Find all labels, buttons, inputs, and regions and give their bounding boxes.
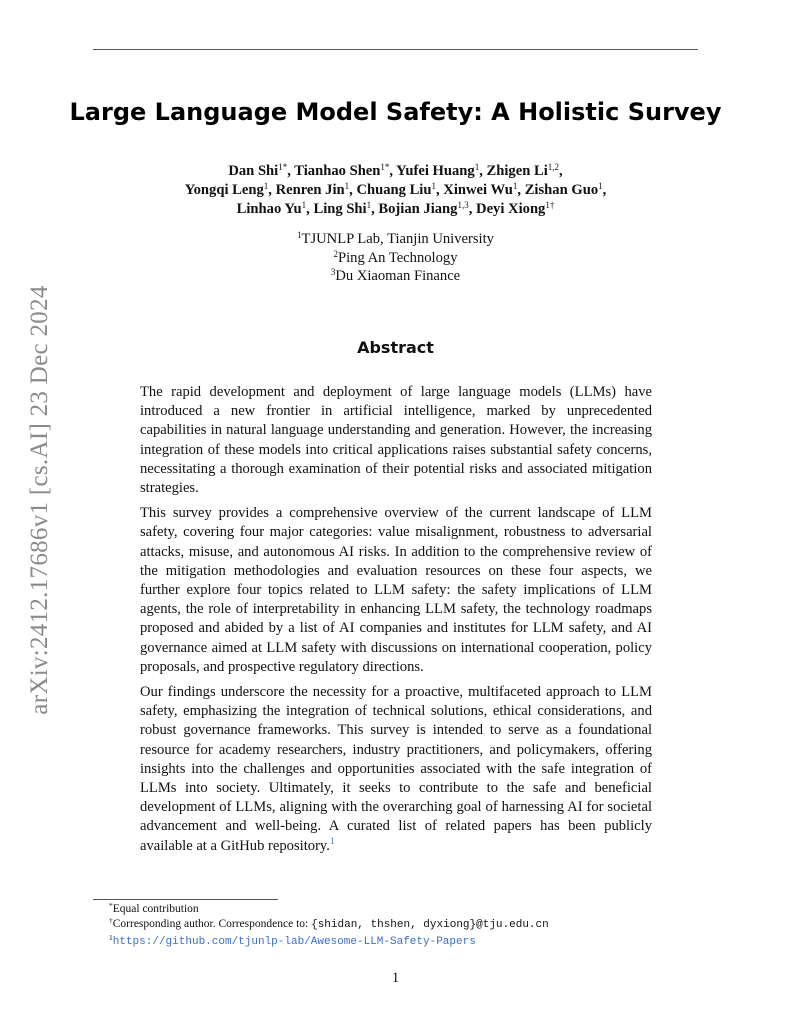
- author-name: Xinwei Wu: [443, 182, 513, 198]
- author-affil-mark: 1,2: [547, 162, 559, 172]
- footnotes: [109, 902, 709, 950]
- footnote-equal-contribution: [109, 902, 709, 917]
- author-affil-mark: 1,3: [457, 200, 469, 210]
- affiliation-mark: 3: [330, 267, 336, 277]
- affiliation-list: [0, 230, 791, 286]
- author-name: Chuang Liu: [356, 182, 432, 198]
- author-separator: ,: [306, 201, 314, 217]
- author-affil-mark: 1: [474, 162, 480, 172]
- abstract-paragraph: This survey provides a comprehensive overview of the current landscape of LLM safety, covering four major categories: value misalignment, robustness to adversarial attacks, misuse, and autonomous AI risks. In addition to the comprehensive review of the mitigation methodologies and evaluation resources on these four aspects, we further explore four topics related to LLM safety: the safety implications of LLM agents, the role of interpretability in enhancing LLM safety, the technology roadmaps proposed and abided by a list of AI companies and institutes for LLM safety, and AI governance aimed at LLM safety with discussions on international cooperation, policy proposals, and prospective regulatory directions.: [140, 505, 652, 675]
- top-rule: [93, 49, 698, 50]
- abstract-paragraph-text: Our findings underscore the necessity for a proactive, multifaceted approach to LLM safety, emphasizing the integration of technical solutions, ethical considerations, and robust governance frameworks. This survey is intended to serve as a foundational resource for academy researchers, industry practitioners, and policymakers, offering insights into the challenges and opportunities associated with the safe integration of LLMs into society. Ultimately, it seeks to contribute to the safe and beneficial development of LLMs, aligning with the overarching goal of harnessing AI for societal advancement and well-being. A curated list of related papers has been publicly available at a GitHub repository.: [140, 684, 652, 854]
- author-name: Zhigen Li: [486, 163, 548, 179]
- author-separator: ,: [371, 201, 379, 217]
- author-affil-mark: 1: [366, 200, 372, 210]
- author-affil-mark: 1†: [545, 200, 555, 210]
- author-separator: ,: [287, 163, 295, 179]
- author-name: Yongqi Leng: [184, 182, 264, 198]
- footnote-mark: 1: [109, 932, 113, 942]
- footnote-mark: †: [109, 916, 113, 926]
- author-line: [0, 200, 791, 219]
- abstract-paragraph: The rapid development and deployment of large language models (LLMs) have introduced a new frontier in artificial intelligence, marked by unprecedented capabilities in natural language understanding and generation. However, the increasing integration of these models into critical applications raises substantial safety concerns, necessitating a thorough examination of their potential risks and associated mitigation strategies.: [140, 384, 652, 497]
- author-separator: ,: [389, 163, 397, 179]
- author-name: Tianhao Shen: [294, 163, 381, 179]
- author-list: [0, 162, 791, 219]
- author-name: Zishan Guo: [524, 182, 599, 198]
- affiliation-text: TJUNLP Lab, Tianjin University: [301, 231, 494, 247]
- author-separator: ,: [559, 163, 563, 179]
- footnote-link-marker[interactable]: 1: [329, 835, 335, 846]
- author-name: Ling Shi: [313, 201, 367, 217]
- author-affil-mark: 1*: [380, 162, 390, 172]
- footnote-text: Corresponding author. Correspondence to:: [112, 918, 312, 931]
- footnote-mark: *: [109, 901, 113, 910]
- affiliation-text: Du Xiaoman Finance: [335, 268, 461, 284]
- author-separator: ,: [435, 182, 444, 198]
- affiliation-text: Ping An Technology: [337, 249, 458, 266]
- abstract-body: [140, 383, 652, 862]
- author-affil-mark: 1: [431, 181, 436, 191]
- author-separator: ,: [517, 182, 525, 198]
- footnote-text: Equal contribution: [112, 903, 199, 915]
- author-affil-mark: 1: [512, 181, 518, 191]
- author-separator: ,: [349, 182, 357, 198]
- author-name: Dan Shi: [228, 163, 279, 179]
- affiliation-mark: 1: [297, 230, 302, 240]
- author-affil-mark: 1: [263, 181, 269, 191]
- author-separator: ,: [468, 201, 477, 217]
- github-repo-link[interactable]: https://github.com/tjunlp-lab/Awesome-LLM-Safety-Papers: [112, 935, 476, 948]
- footnote-rule: [93, 899, 278, 900]
- affiliation-mark: 2: [333, 248, 338, 259]
- author-line: [0, 181, 791, 200]
- affiliation: [0, 267, 791, 286]
- author-name: Yufei Huang: [396, 163, 475, 179]
- author-affil-mark: 1: [301, 200, 307, 210]
- affiliation: [0, 230, 791, 249]
- author-line: [0, 162, 791, 181]
- footnote-repository-url: [109, 934, 709, 950]
- author-affil-mark: 1: [344, 181, 350, 191]
- author-affil-mark: 1: [598, 181, 603, 191]
- author-name: Renren Jin: [275, 182, 345, 198]
- author-name: Deyi Xiong: [476, 201, 546, 217]
- arxiv-stamp: arXiv:2412.17686v1 [cs.AI] 23 Dec 2024: [26, 285, 53, 715]
- author-name: Bojian Jiang: [378, 201, 458, 217]
- paper-title: Large Language Model Safety: A Holistic Survey: [69, 98, 722, 126]
- author-name: Linhao Yu: [236, 201, 302, 217]
- footnote-corresponding-author: [109, 917, 709, 933]
- author-separator: ,: [602, 182, 607, 198]
- author-separator: ,: [268, 182, 276, 198]
- abstract-heading: Abstract: [357, 338, 434, 357]
- page-number: 1: [391, 970, 400, 986]
- author-separator: ,: [479, 163, 487, 179]
- affiliation: [0, 249, 791, 268]
- abstract-paragraph: [140, 683, 652, 856]
- author-affil-mark: 1*: [278, 162, 288, 172]
- correspondence-email[interactable]: {shidan, thshen, dyxiong}@tju.edu.cn: [311, 919, 549, 932]
